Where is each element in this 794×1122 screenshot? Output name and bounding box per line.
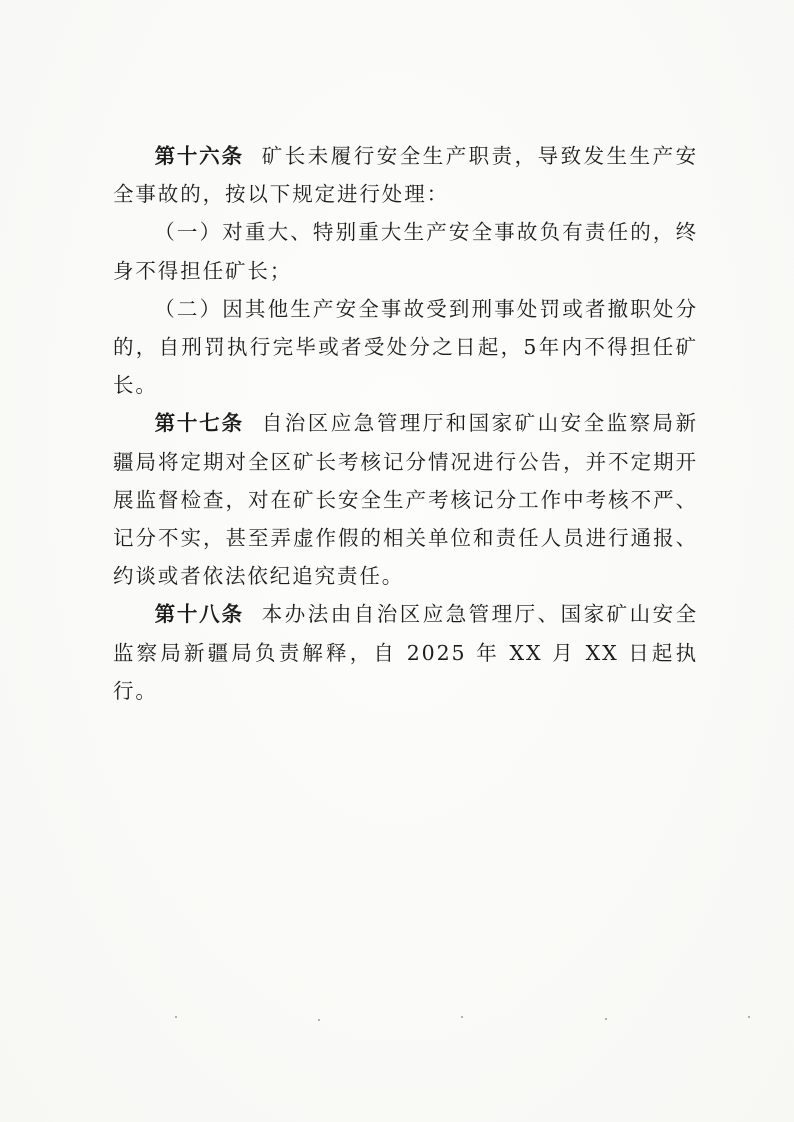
document-body [113,137,698,710]
article-title: 第十八条 [154,602,244,627]
article-text: 自治区应急管理厅和国家矿山安全监察局新疆局将定期对全区矿长考核记分情况进行公告，并不定期开展监督检查，对在矿长安全生产考核记分工作中考核不严、记分不实，甚至弄虚作假的相关单位和责任人员进行通报、约谈或者依法依纪追究责任。 [113,411,698,589]
scan-speck [318,1019,320,1021]
article-text: 本办法由自治区应急管理厅、国家矿山安全监察局新疆局负责解释，自 2025 年 XX 月 XX 日起执行。 [113,602,698,703]
item-text: （一）对重大、特别重大生产安全事故负有责任的，终身不得担任矿长； [113,220,698,283]
article-18 [113,595,698,710]
scan-speck [748,1016,750,1018]
scan-speck [605,1018,607,1020]
article-text: 矿长未履行安全生产职责，导致发生生产安全事故的，按以下规定进行处理： [113,144,698,207]
article-17 [113,404,698,595]
article-16-item-1 [113,213,698,289]
article-16 [113,137,698,213]
scan-speck [175,1016,177,1018]
article-title: 第十六条 [154,144,244,168]
scan-speck [461,1016,463,1018]
article-title: 第十七条 [154,411,244,436]
item-text: （二）因其他生产安全事故受到刑事处罚或者撤职处分的，自刑罚执行完毕或者受处分之日起，5年内不得担任矿长。 [113,296,698,398]
article-16-item-2 [113,290,698,405]
